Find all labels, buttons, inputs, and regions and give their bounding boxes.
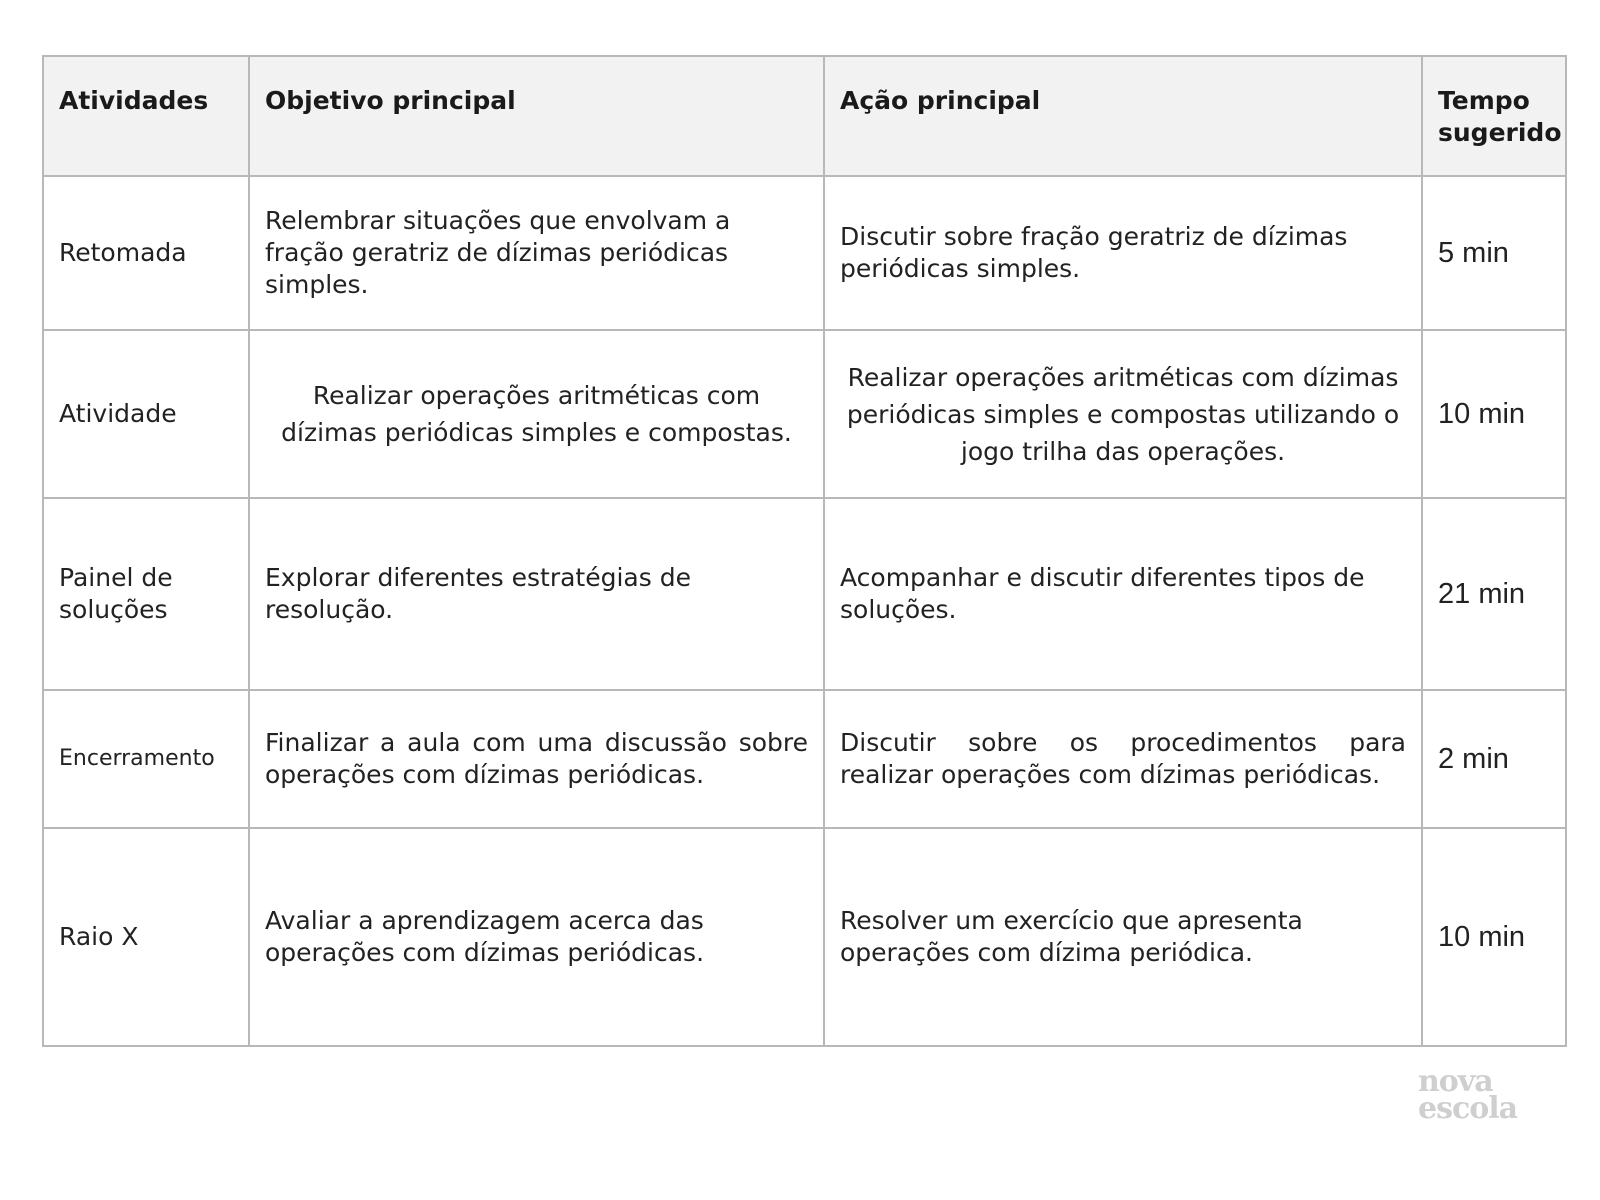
objective-cell: Explorar diferentes estratégias de resolução. <box>249 498 824 690</box>
time-cell: 2 min <box>1422 690 1566 828</box>
table-row <box>43 176 1566 330</box>
objective-cell: Relembrar situações que envolvam a fração geratriz de dízimas periódicas simples. <box>249 176 824 330</box>
header-main-objective: Objetivo principal <box>249 56 824 176</box>
logo-line-1: nova <box>1418 1064 1493 1099</box>
action-cell: Discutir sobre os procedimentos para realizar operações com dízimas periódicas. <box>824 690 1422 828</box>
nova-escola-logo <box>1418 1064 1534 1126</box>
objective-cell: Realizar operações aritméticas com dízimas periódicas simples e compostas. <box>249 330 824 498</box>
table-row <box>43 828 1566 1046</box>
time-cell: 10 min <box>1422 330 1566 498</box>
action-cell: Resolver um exercício que apresenta operações com dízima periódica. <box>824 828 1422 1046</box>
action-cell: Discutir sobre fração geratriz de dízimas periódicas simples. <box>824 176 1422 330</box>
logo-line-2: escola <box>1418 1091 1518 1126</box>
lesson-plan-table <box>42 55 1567 1047</box>
header-main-action: Ação principal <box>824 56 1422 176</box>
action-cell: Acompanhar e discutir diferentes tipos de soluções. <box>824 498 1422 690</box>
objective-cell: Avaliar a aprendizagem acerca das operações com dízimas periódicas. <box>249 828 824 1046</box>
header-activities: Atividades <box>43 56 249 176</box>
time-cell: 5 min <box>1422 176 1566 330</box>
activity-cell: Retomada <box>43 176 249 330</box>
activity-cell: Atividade <box>43 330 249 498</box>
time-cell: 21 min <box>1422 498 1566 690</box>
table-row <box>43 330 1566 498</box>
activity-cell: Encerramento <box>43 690 249 828</box>
header-suggested-time: Tempo sugerido <box>1422 56 1566 176</box>
time-cell: 10 min <box>1422 828 1566 1046</box>
table-row <box>43 690 1566 828</box>
action-cell: Realizar operações aritméticas com dízimas periódicas simples e compostas utilizando o jogo trilha das operações. <box>824 330 1422 498</box>
objective-cell: Finalizar a aula com uma discussão sobre operações com dízimas periódicas. <box>249 690 824 828</box>
activity-cell: Painel de soluções <box>43 498 249 690</box>
table-header-row <box>43 56 1566 176</box>
activity-cell: Raio X <box>43 828 249 1046</box>
table-row <box>43 498 1566 690</box>
